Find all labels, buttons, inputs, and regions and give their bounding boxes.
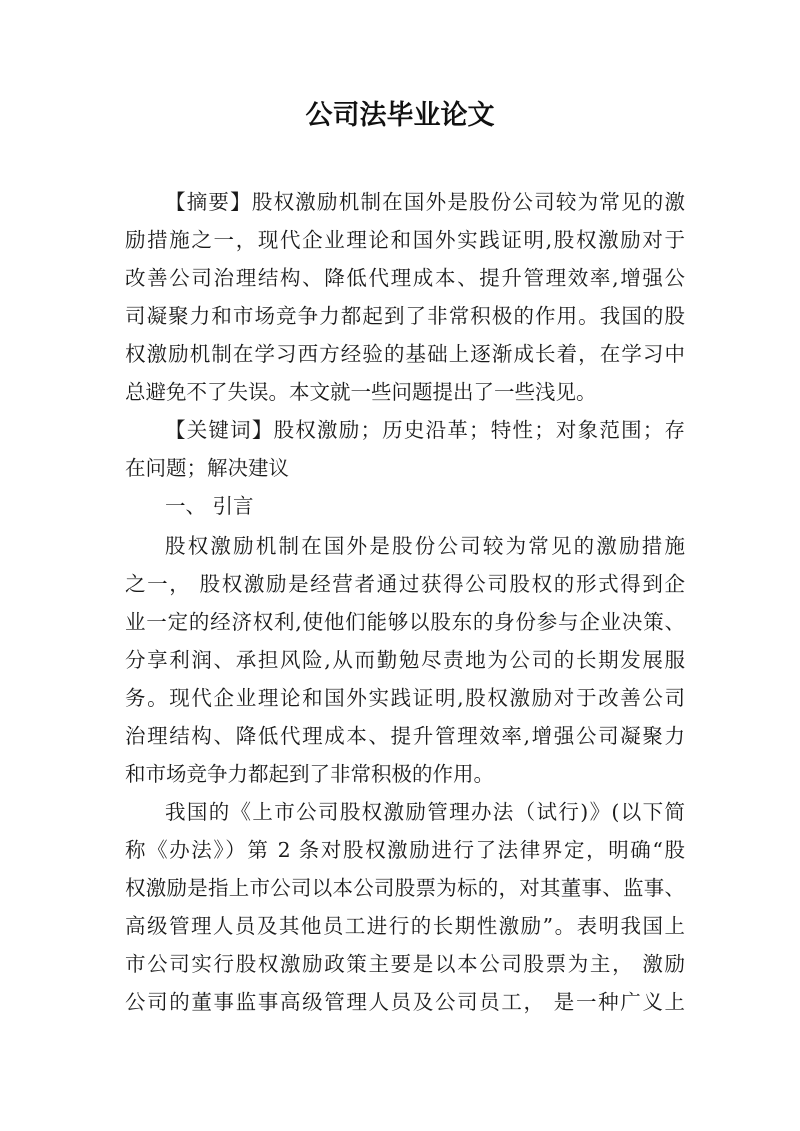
paragraph-1-line-7: 和市场竞争力都起到了非常积极的作用。	[125, 762, 494, 786]
paragraph-1-line-6: 治理结构、降低代理成本、提升管理效率,增强公司凝聚力	[125, 724, 685, 748]
paragraph-2-line-4: 高级管理人员及其他员工进行的长期性激励”。表明我国上	[125, 914, 685, 938]
abstract-line-3: 改善公司治理结构、降低代理成本、提升管理效率,增强公	[125, 266, 685, 290]
abstract-line-6: 总避免不了失误。本文就一些问题提出了一些浅见。	[125, 380, 597, 404]
paragraph-1-line-4: 分享利润、承担风险,从而勤勉尽责地为公司的长期发展服	[125, 648, 685, 672]
paragraph-2-line-5: 市公司实行股权激励政策主要是以本公司股票为主， 激励	[125, 952, 685, 976]
paragraph-2-line-1: 我国的《上市公司股权激励管理办法（试行)》(以下简	[165, 800, 685, 824]
abstract-line-5: 权激励机制在学习西方经验的基础上逐渐成长着，在学习中	[125, 342, 685, 366]
section-heading-introduction: 一、 引言	[165, 494, 254, 518]
abstract-line-4: 司凝聚力和市场竞争力都起到了非常积极的作用。我国的股	[125, 304, 685, 328]
abstract-line-1: 【摘要】股权激励机制在国外是股份公司较为常见的激	[165, 190, 685, 214]
keywords-line-2: 在问题；解决建议	[125, 456, 289, 480]
document-title: 公司法毕业论文	[305, 100, 495, 131]
paragraph-1-line-2: 之一， 股权激励是经营者通过获得公司股权的形式得到企	[125, 572, 685, 596]
paragraph-2-line-6: 公司的董事监事高级管理人员及公司员工， 是一种广义上	[125, 990, 685, 1014]
paragraph-2-line-3: 权激励是指上市公司以本公司股票为标的，对其董事、监事、	[125, 876, 685, 900]
paragraph-1-line-1: 股权激励机制在国外是股份公司较为常见的激励措施	[165, 534, 685, 558]
keywords-line-1: 【关键词】股权激励；历史沿革；特性；对象范围；存	[165, 418, 685, 442]
abstract-line-2: 励措施之一，现代企业理论和国外实践证明,股权激励对于	[125, 228, 685, 252]
paragraph-1-line-5: 务。现代企业理论和国外实践证明,股权激励对于改善公司	[125, 686, 685, 710]
paragraph-2-line-2: 称《办法》）第 2 条对股权激励进行了法律界定，明确“股	[125, 838, 685, 862]
paragraph-1-line-3: 业一定的经济权利,使他们能够以股东的身份参与企业决策、	[125, 610, 685, 634]
